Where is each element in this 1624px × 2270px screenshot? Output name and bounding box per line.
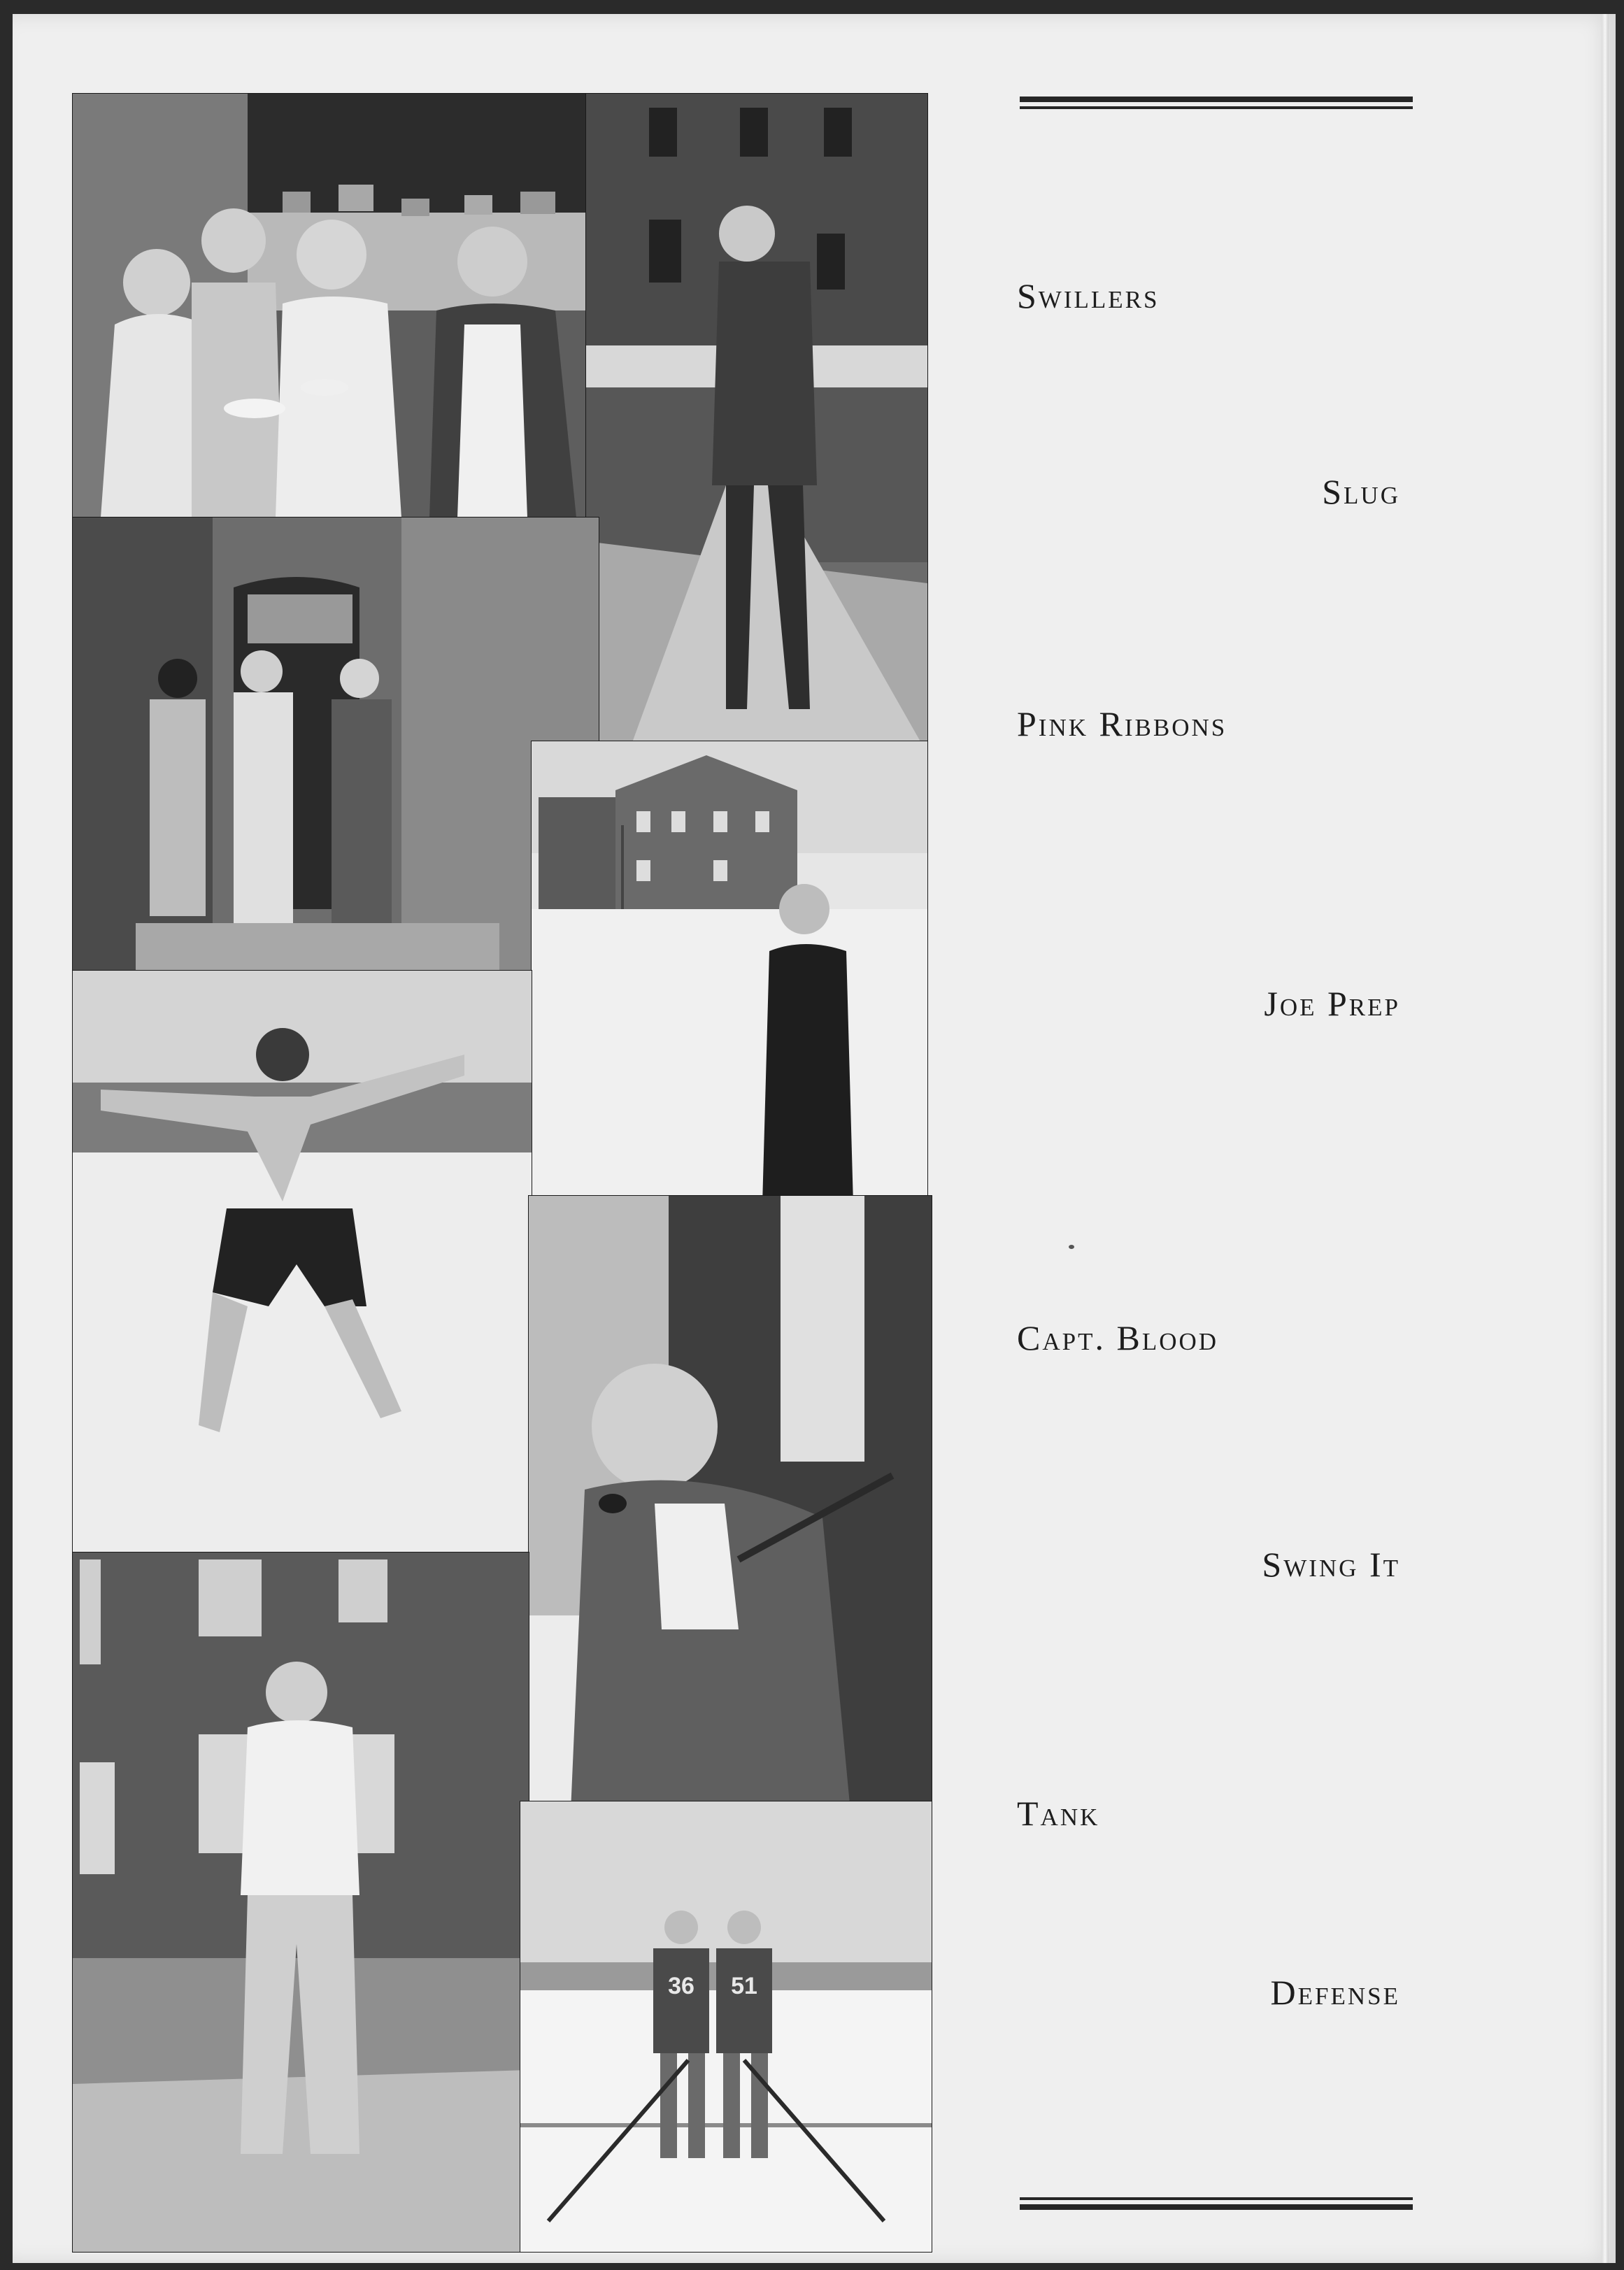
rule-thin xyxy=(1020,2197,1413,2200)
photo-defense-hockey xyxy=(520,1801,932,2252)
jersey-number-right: 51 xyxy=(731,1973,757,1999)
caption-swing-it: Swing It xyxy=(1262,1545,1400,1584)
caption-joe-prep: Joe Prep xyxy=(1264,984,1400,1023)
rule-thin xyxy=(1020,106,1413,109)
caption-slug: Slug xyxy=(1322,472,1400,511)
photo-swillers-kitchen xyxy=(73,94,596,517)
rule-thick xyxy=(1020,2204,1413,2210)
bottom-double-rule xyxy=(1020,2197,1413,2210)
top-double-rule xyxy=(1020,97,1413,109)
photo-capt-blood-jump xyxy=(73,971,532,1566)
photo-joe-prep-snow xyxy=(532,741,927,1204)
caption-pink-ribbons: Pink Ribbons xyxy=(1017,704,1227,743)
caption-defense: Defense xyxy=(1270,1973,1400,2012)
binding-edge xyxy=(1602,14,1609,2263)
caption-tank: Tank xyxy=(1017,1794,1100,1833)
dust-speck xyxy=(1069,1245,1074,1249)
caption-swillers: Swillers xyxy=(1017,276,1160,315)
photo-tank-brick xyxy=(73,1552,529,2252)
caption-capt-blood: Capt. Blood xyxy=(1017,1318,1219,1357)
scanned-sheet xyxy=(13,14,1616,2263)
photo-pink-ribbons-doorway xyxy=(73,517,599,971)
photo-swing-it-pipe xyxy=(529,1196,932,1811)
jersey-number-left: 36 xyxy=(668,1973,695,1999)
rule-thick xyxy=(1020,97,1413,102)
photo-slug-walkway xyxy=(586,94,927,754)
